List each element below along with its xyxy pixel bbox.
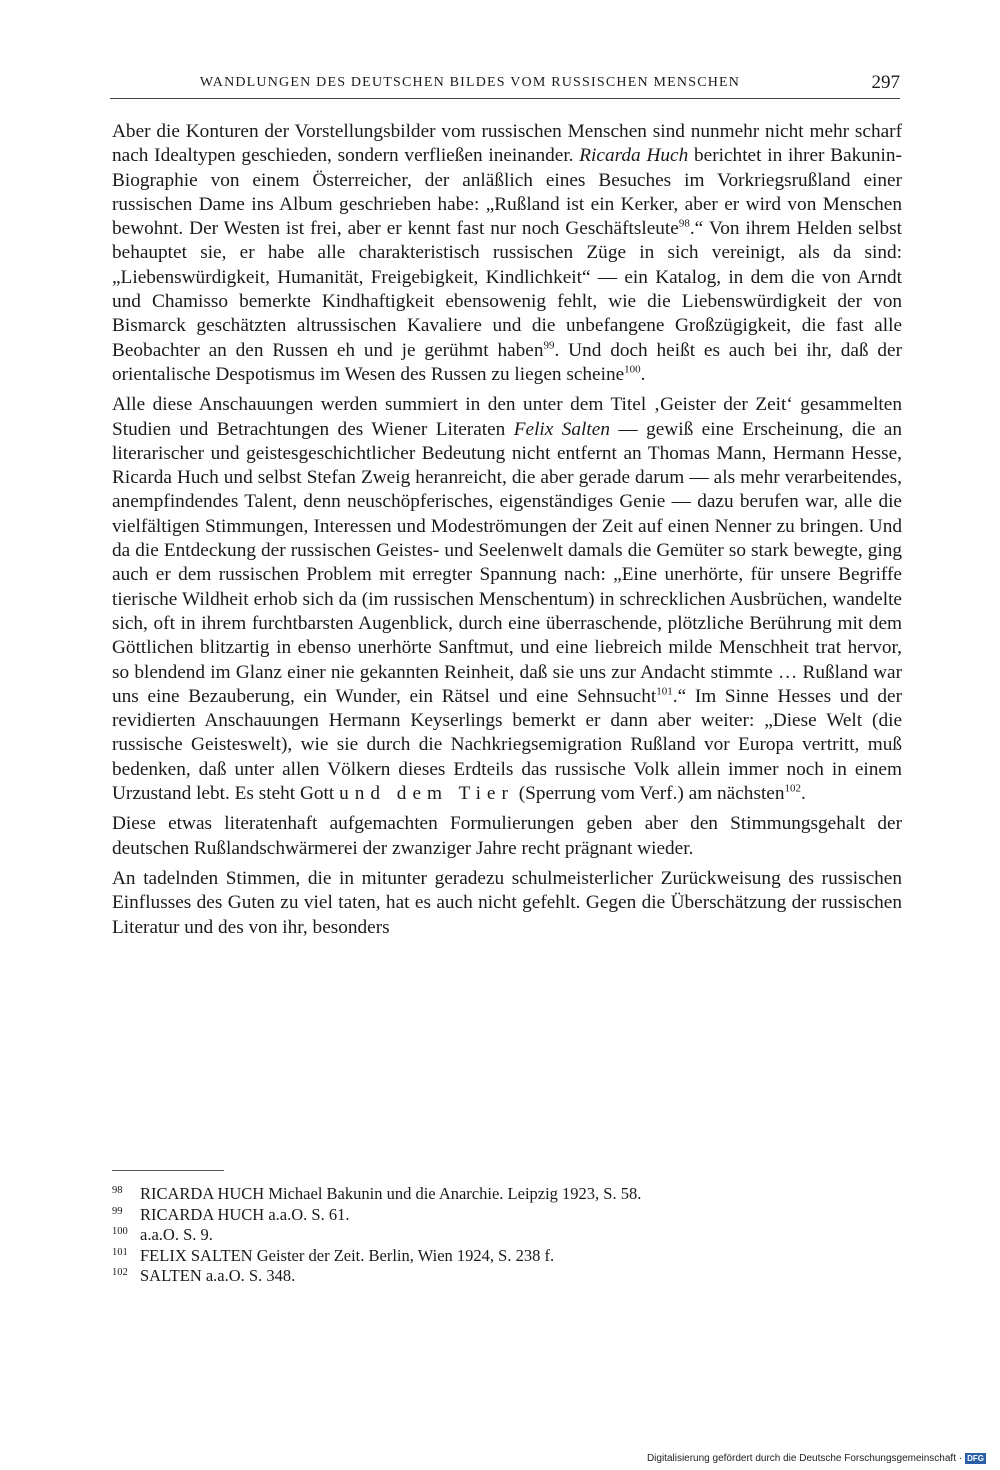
body-text (112, 120, 902, 940)
footnote (112, 1184, 902, 1205)
text-run: — gewiß eine Erscheinung, die an literarischer und geistesgeschichtlicher Bedeutung nicht entfernt an Thomas Mann, Hermann Hesse, Ricarda Huch und selbst Stefan Zweig heranreicht, die aber gerade darum — als mehr verarbeitendes, anempfindendes Talent, denn neuschöpferisches, eigenständiges Genie — dazu berufen war, alle die vielfältigen Stimmungen, Interessen und Modeströmungen der Zeit auf einen Nenner zu bringen. Und da die Entdeckung der russischen Geistes- und Seelenwelt damals die Gemüter so stark bewegte, ging auch er dem russischen Problem mit erregter Spannung nach: „Eine unerhörte, für unsere Begriffe tierische Wildheit erhob sich da (im russischen Menschentum) in schrecklichen Ausbrüchen, wandelte sich, oft in ihrem furchtbarsten Augenblick, durch eine überraschende, plötzliche Berührung mit dem Göttlichen blitzartig in ebenso unerhörte Sanftmut, und eine liebreich milde Menschheit trat hervor, so blendend im Glanz einer nie gekannten Reinheit, daß sie uns zur Andacht stimmte … Rußland war uns eine Bezauberung, ein Wunder, ein Rätsel und eine Sehnsucht (112, 418, 903, 707)
footnote-ref[interactable]: 102 (784, 782, 801, 795)
footnote-ref[interactable]: 101 (656, 685, 673, 698)
text-run: . (801, 783, 806, 805)
credit-text: Digitalisierung gefördert durch die Deutsche Forschungsgemeinschaft · (646, 1453, 963, 1464)
footnote (112, 1246, 902, 1267)
footnote-number: 99 (112, 1205, 123, 1217)
text-run: berichtet in ihrer Bakunin-Biographie von einem Österreicher, der anläßlich eines Besuches im Vorkriegsrußland einer russischen Dame ins Album geschrieben habe: „Rußland ist ein Kerker, aber er wird von Menschen bewohnt. Der Westen ist frei, aber er kennt fast nur noch Geschäftsleute (112, 145, 902, 240)
header-rule (110, 98, 900, 99)
text-run: Alle diese Anschauungen werden summiert in den unter dem Titel ‚Geister der Zeit‘ gesammelten Studien und Betrachtungen des Wiener Literaten (112, 394, 902, 440)
dfg-logo-icon: DFG (967, 1453, 984, 1463)
text-run: . (640, 363, 646, 385)
paragraph-4: An tadelnden Stimmen, die in mitunter geradezu schulmeisterlicher Zurückweisung des russischen Einflusses des Guten zu viel taten, hat es auch nicht gefehlt. Gegen die Überschätzung der russischen Literatur und des von ihr, besonders (112, 867, 902, 938)
footnote-ref[interactable]: 98 (678, 217, 690, 230)
text-run: .“ Im Sinne Hesses und der revidierten Anschauungen Hermann Keyserlings bemerkt er dann aber weiter: „Diese Welt (die russische Geisteswelt), wie sie durch die Nachkriegsemigration Rußland vor Europa vertritt, muß bedenken, daß unter allen Völkern dieses Erdteils das russische Volk allein immer noch in einem Urzustand lebt. Es steht Gott (112, 685, 902, 805)
footnote-ref[interactable]: 99 (543, 339, 555, 352)
footnote-text: RICARDA HUCH a.a.O. S. 61. (140, 1204, 350, 1224)
paragraph-2 (112, 393, 902, 806)
footnote (112, 1205, 902, 1226)
footnote-number: 98 (112, 1185, 123, 1196)
footnote-ref[interactable]: 100 (624, 363, 641, 376)
running-title: WANDLUNGEN DES DEUTSCHEN BILDES VOM RUSSISCHEN MENSCHEN (199, 75, 741, 90)
footnote (112, 1225, 902, 1246)
digitization-credit (647, 1452, 986, 1466)
text-run: Aber die Konturen der Vorstellungsbilder vom russischen Menschen sind nunmehr nicht mehr scharf nach Idealtypen geschieden, sondern verfließen ineinander. (112, 121, 902, 167)
footnote (112, 1266, 902, 1287)
paragraph-1 (112, 120, 902, 387)
page-number: 297 (871, 72, 900, 93)
footnote-number: 101 (112, 1246, 128, 1258)
footnote-number: 102 (112, 1267, 128, 1278)
text-run: (Sperrung vom Verf.) am nächsten (513, 783, 785, 805)
footnote-text: a.a.O. S. 9. (140, 1225, 213, 1244)
paragraph-3: Diese etwas literatenhaft aufgemachten Formulierungen geben aber den Stimmungsgehalt der deutschen Rußlandschwärmerei der zwanziger Jahre recht prägnant wieder. (112, 813, 902, 859)
footnotes (112, 1184, 902, 1287)
footnote-text: RICARDA HUCH Michael Bakunin und die Anarchie. Leipzig 1923, S. 58. (140, 1184, 642, 1203)
author-name: Felix Salten (513, 418, 610, 440)
spaced-emphasis: und dem Tier (339, 783, 514, 805)
text-run: . Und doch heißt es auch bei ihr, daß der orientalische Despotismus im Wesen des Russen zu liegen scheine (112, 339, 902, 385)
footnote-rule (112, 1170, 224, 1171)
footnote-text: FELIX SALTEN Geister der Zeit. Berlin, Wien 1924, S. 238 f. (140, 1245, 555, 1265)
author-name: Ricarda Huch (579, 145, 689, 167)
footnote-text: SALTEN a.a.O. S. 348. (140, 1266, 296, 1285)
text-run: .“ Von ihrem Helden selbst behauptet sie, er habe alle charakteristisch russischen Züge in sich vereinigt, als da sind: „Liebenswürdigkeit, Humanität, Freigebigkeit, Kindlichkeit“ — ein Katalog, in dem die von Arndt und Chamisso bemerkte Kindhaftigkeit ebensowenig fehlt, wie die Liebenswürdigkeit der von Bismarck geschätzten altrussischen Kavaliere und die unbefangene Großzügigkeit, die fast alle Beobachter an den Russen eh und je gerühmt haben (112, 218, 902, 361)
footnote-number: 100 (112, 1226, 128, 1237)
page-header (110, 70, 900, 96)
